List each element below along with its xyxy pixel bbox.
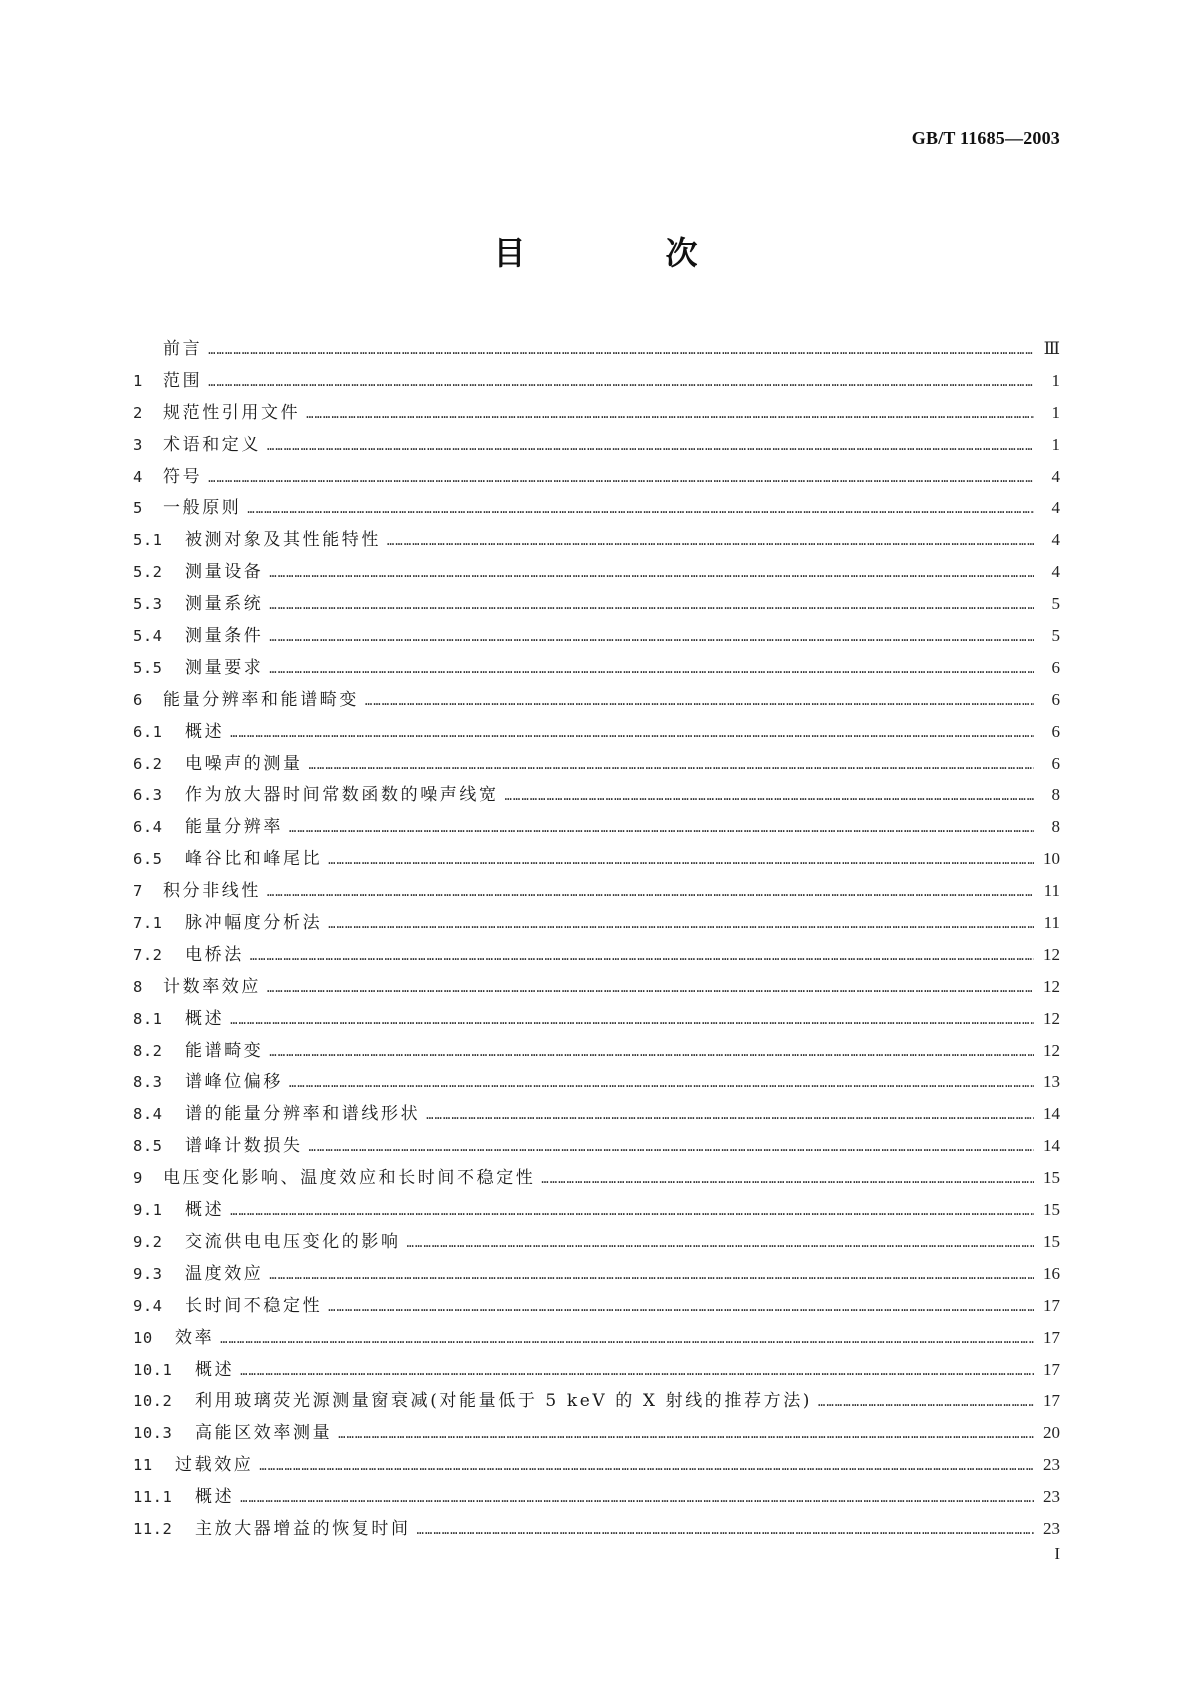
toc-title: 电噪声的测量 [185,753,303,774]
toc-page-number: 16 [1043,1263,1060,1283]
toc-row[interactable] [133,1003,1060,1035]
toc-page-number: 6 [1051,753,1060,773]
toc-leader-dots [267,431,1034,463]
toc-leader-dots [269,590,1034,622]
toc-number: 8.5 [133,1137,163,1156]
toc-page-number: 17 [1043,1391,1060,1411]
toc-title: 范围 [163,370,203,391]
toc-leader-dots [250,941,1034,973]
toc-title: 测量设备 [185,562,264,583]
toc-title: 概述 [185,1200,225,1221]
toc-leader-dots [328,909,1034,941]
toc-page-number: 23 [1043,1487,1060,1507]
toc-page-number: 5 [1051,594,1060,614]
toc-row[interactable] [133,971,1060,1003]
toc-leader-dots [426,1100,1034,1132]
toc-page-number: 6 [1051,689,1060,709]
toc-leader-dots [289,1068,1034,1100]
toc-title: 脉冲幅度分析法 [185,913,323,934]
toc-title: 主放大器增益的恢复时间 [195,1518,411,1539]
toc-title: 作为放大器时间常数函数的噪声线宽 [185,785,499,806]
toc-page-number: 6 [1051,721,1060,741]
toc-number: 5.1 [133,531,163,550]
toc-number: 9.4 [133,1296,163,1315]
toc-row[interactable] [133,1066,1060,1098]
toc-leader-dots [259,1451,1034,1483]
toc-row[interactable] [133,1098,1060,1130]
toc-number: 9 [133,1169,143,1188]
toc-row[interactable] [133,875,1060,907]
toc-title: 利用玻璃荧光源测量窗衰减(对能量低于 5 keV 的 X 射线的推荐方法) [195,1391,813,1412]
toc-leader-dots [269,622,1034,654]
toc-number: 6.5 [133,850,163,869]
toc-number: 5.2 [133,563,163,582]
toc-row[interactable] [133,333,1060,365]
toc-leader-dots [208,367,1034,399]
toc-number: 10.3 [133,1424,173,1443]
toc-page-number: 17 [1043,1295,1060,1315]
toc-number: 9.2 [133,1232,163,1251]
toc-number: 3 [133,435,143,454]
toc-number: 5.5 [133,658,163,677]
toc-title: 高能区效率测量 [195,1423,333,1444]
toc-leader-dots [309,750,1034,782]
toc-number: 6 [133,690,143,709]
toc-row[interactable] [133,1162,1060,1194]
toc-page-number: Ⅲ [1043,339,1060,358]
toc-row[interactable] [133,1449,1060,1481]
toc-leader-dots [269,1260,1034,1292]
toc-title: 积分非线性 [163,881,261,902]
toc-row[interactable] [133,429,1060,461]
toc-number: 7 [133,882,143,901]
toc-page-number: 10 [1043,849,1060,869]
toc-page-number: 23 [1043,1518,1060,1538]
toc-title: 交流供电电压变化的影响 [185,1231,401,1252]
toc-number: 9.3 [133,1264,163,1283]
toc-row[interactable] [133,1035,1060,1067]
toc-row[interactable] [133,939,1060,971]
toc-page-number: 5 [1051,626,1060,646]
toc-leader-dots [338,1419,1034,1451]
toc-leader-dots [328,1292,1034,1324]
toc-row[interactable] [133,1354,1060,1386]
toc-number: 8.1 [133,1009,163,1028]
toc-leader-dots [230,1196,1034,1228]
toc-title: 谱峰位偏移 [185,1072,283,1093]
toc-page-number: 15 [1043,1168,1060,1188]
toc-row[interactable] [133,1322,1060,1354]
toc-title: 过载效应 [175,1455,254,1476]
toc-number: 2 [133,403,143,422]
toc-title: 长时间不稳定性 [185,1295,323,1316]
toc-page-number: 20 [1043,1423,1060,1443]
toc-page-number: 12 [1043,1008,1060,1028]
toc-number: 11 [133,1456,153,1475]
toc-page-number: 1 [1051,370,1060,390]
toc-number: 10 [133,1328,153,1347]
toc-page-number: 1 [1051,434,1060,454]
toc-number: 10.2 [133,1392,173,1411]
page-number: I [1054,1544,1060,1563]
toc-row[interactable] [133,1258,1060,1290]
toc-leader-dots [247,494,1034,526]
toc-leader-dots [541,1164,1034,1196]
toc-row[interactable] [133,1194,1060,1226]
toc-row[interactable] [133,1130,1060,1162]
toc-leader-dots [230,1005,1034,1037]
toc-number: 7.2 [133,945,163,964]
toc-page-number: 11 [1043,913,1060,933]
toc-page-number: 4 [1051,466,1060,486]
toc-title: 被测对象及其性能特性 [185,530,381,551]
toc-title: 计数率效应 [163,976,261,997]
toc-title: 效率 [175,1327,215,1348]
toc-title: 谱峰计数损失 [185,1136,303,1157]
toc-row[interactable] [133,907,1060,939]
toc-row[interactable] [133,1513,1060,1545]
toc-number: 11.2 [133,1519,173,1538]
toc-page-number: 6 [1051,657,1060,677]
toc-page-number: 12 [1043,976,1060,996]
toc-title: 能谱畸变 [185,1040,264,1061]
toc-page-number: 8 [1051,785,1060,805]
toc-number: 8.2 [133,1041,163,1060]
toc-title: 能量分辨率 [185,817,283,838]
toc-page-number: 14 [1043,1136,1060,1156]
toc-row[interactable] [133,461,1060,493]
toc-page-number: 1 [1051,402,1060,422]
toc-row[interactable] [133,779,1060,811]
toc-title: 概述 [185,1008,225,1029]
toc-title: 测量系统 [185,594,264,615]
toc-page-number: 12 [1043,944,1060,964]
toc-leader-dots [365,686,1034,718]
toc-number: 5.4 [133,627,163,646]
toc-number: 11.1 [133,1488,173,1507]
toc-leader-dots [220,1324,1034,1356]
toc-row[interactable] [133,1417,1060,1449]
toc-title: 电桥法 [185,944,244,965]
toc-number: 6.3 [133,786,163,805]
page-title: 目 次 [493,234,752,272]
toc-page-number: 17 [1043,1327,1060,1347]
toc-leader-dots [208,335,1034,367]
toc-number: 6.2 [133,754,163,773]
table-of-contents [133,333,1060,1545]
toc-page-number: 8 [1051,817,1060,837]
toc-leader-dots [230,718,1034,750]
toc-row[interactable] [133,843,1060,875]
toc-leader-dots [240,1483,1034,1515]
toc-title: 谱的能量分辨率和谱线形状 [185,1104,421,1125]
toc-page-number: 17 [1043,1359,1060,1379]
toc-title: 温度效应 [185,1263,264,1284]
toc-number: 1 [133,371,143,390]
toc-row[interactable] [133,365,1060,397]
toc-row[interactable] [133,716,1060,748]
toc-title: 概述 [195,1359,235,1380]
toc-page-number: 15 [1043,1200,1060,1220]
toc-leader-dots [208,463,1034,495]
toc-title: 符号 [163,466,203,487]
toc-number: 7.1 [133,914,163,933]
toc-number: 4 [133,467,143,486]
toc-page-number: 15 [1043,1231,1060,1251]
toc-number: 8.4 [133,1105,163,1124]
toc-page-number: 12 [1043,1040,1060,1060]
toc-row[interactable] [133,397,1060,429]
toc-page-number: 23 [1043,1455,1060,1475]
toc-leader-dots [269,558,1034,590]
toc-leader-dots [505,781,1034,813]
toc-title: 一般原则 [163,498,242,519]
toc-row[interactable] [133,684,1060,716]
toc-row[interactable] [133,748,1060,780]
toc-leader-dots [267,973,1034,1005]
toc-row[interactable] [133,811,1060,843]
toc-number: 10.1 [133,1360,173,1379]
toc-page-number: 14 [1043,1104,1060,1124]
toc-page-number: 4 [1051,530,1060,550]
toc-number: 9.1 [133,1201,163,1220]
toc-leader-dots [267,877,1034,909]
toc-row[interactable] [133,556,1060,588]
toc-row[interactable] [133,1290,1060,1322]
toc-leader-dots [387,526,1034,558]
toc-title: 峰谷比和峰尾比 [185,849,323,870]
toc-row[interactable] [133,620,1060,652]
toc-number: 8.3 [133,1073,163,1092]
toc-leader-dots [306,399,1034,431]
toc-title: 能量分辨率和能谱畸变 [163,689,359,710]
toc-page-number: 13 [1043,1072,1060,1092]
toc-leader-dots [417,1515,1034,1547]
toc-row[interactable] [133,524,1060,556]
toc-title: 规范性引用文件 [163,402,301,423]
toc-number: 5 [133,499,143,518]
toc-title: 概述 [195,1487,235,1508]
toc-row[interactable] [133,492,1060,524]
toc-page-number: 4 [1051,562,1060,582]
toc-number: 8 [133,977,143,996]
toc-leader-dots [289,813,1034,845]
toc-row[interactable] [133,652,1060,684]
toc-leader-dots [818,1387,1034,1419]
toc-title: 术语和定义 [163,434,261,455]
toc-title: 电压变化影响、温度效应和长时间不稳定性 [163,1168,536,1189]
toc-row[interactable] [133,588,1060,620]
toc-leader-dots [269,1037,1034,1069]
toc-page-number: 11 [1043,881,1060,901]
toc-leader-dots [240,1356,1034,1388]
document-code: GB/T 11685—2003 [911,128,1060,148]
toc-row[interactable] [133,1385,1060,1417]
toc-leader-dots [309,1132,1034,1164]
toc-row[interactable] [133,1226,1060,1258]
toc-leader-dots [269,654,1034,686]
toc-number: 6.4 [133,818,163,837]
toc-number: 5.3 [133,595,163,614]
toc-title: 前言 [163,339,203,359]
toc-leader-dots [328,845,1034,877]
toc-title: 测量条件 [185,626,264,647]
toc-row[interactable] [133,1481,1060,1513]
toc-leader-dots [407,1228,1034,1260]
toc-title: 测量要求 [185,657,264,678]
toc-number: 6.1 [133,722,163,741]
toc-page-number: 4 [1051,498,1060,518]
toc-title: 概述 [185,721,225,742]
